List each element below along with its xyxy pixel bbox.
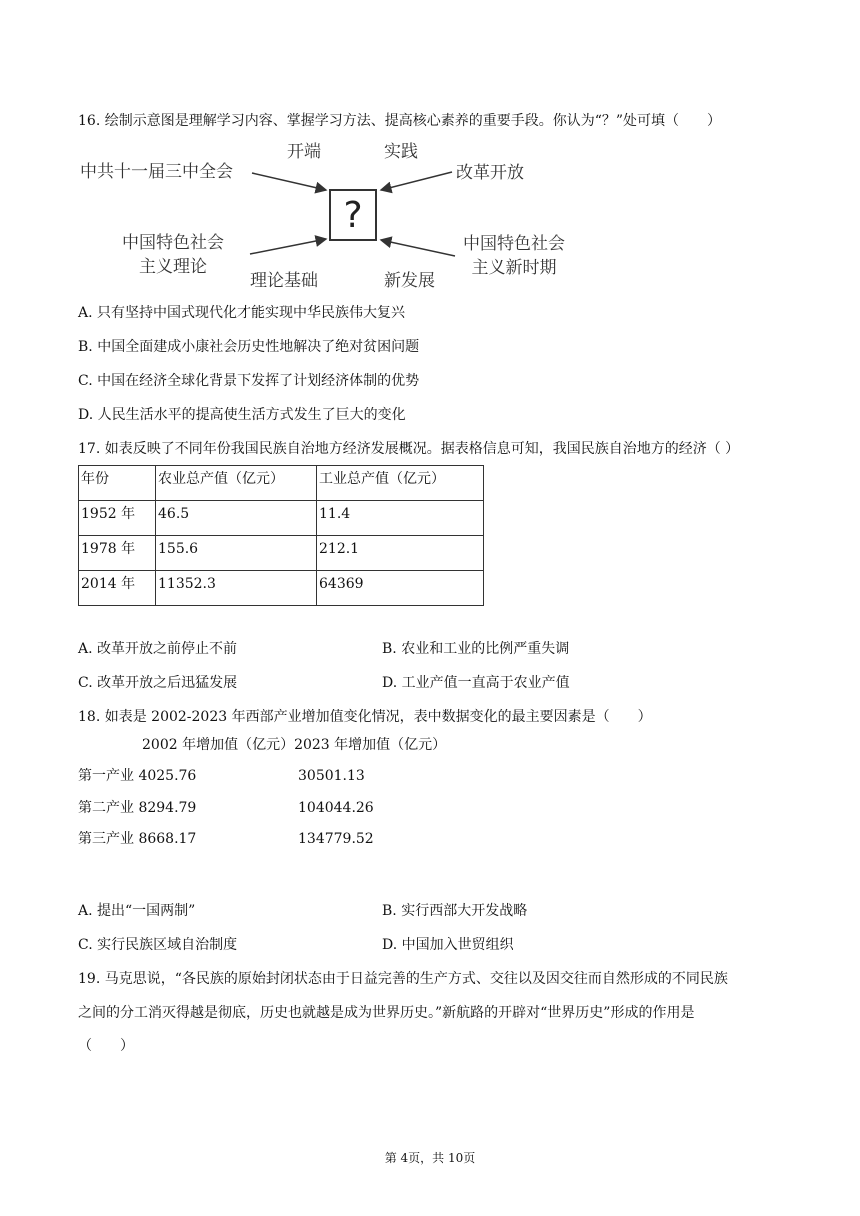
q18-option-b[interactable]: B. 实行西部大开发战略 <box>382 903 528 919</box>
question-box: ? <box>329 189 377 241</box>
q18-row-value: 134779.52 <box>298 831 374 847</box>
label-socialism-theory-line2: 主义理论 <box>139 257 207 277</box>
label-third-plenum: 中共十一届三中全会 <box>80 162 233 182</box>
q17-option-d[interactable]: D. 工业产值一直高于农业产值 <box>382 675 570 691</box>
q18-stem: 18. 如表是 2002-2023 年西部产业增加值变化情况，表中数据变化的最主要因素是（ ） <box>78 709 652 725</box>
header-industry: 工业总产值（亿元） <box>317 466 484 501</box>
q18-row-label: 第二产业 8294.79 <box>78 800 197 816</box>
arrow-bottom-right <box>381 240 455 256</box>
table-row <box>79 536 484 571</box>
q17-option-b[interactable]: B. 农业和工业的比例严重失调 <box>382 641 570 657</box>
q17-stem: 17. 如表反映了不同年份我国民族自治地方经济发展概况。据表格信息可知，我国民族自治地方的经济（ ） <box>78 441 740 457</box>
q16-stem: 16. 绘制示意图是理解学习内容、掌握学习方法、提高核心素养的重要手段。你认为“？”处可填（ ） <box>78 113 722 129</box>
cell-industry: 11.4 <box>317 501 484 536</box>
label-kaiduan: 开端 <box>287 142 321 162</box>
q17-option-a[interactable]: A. 改革开放之前停止不前 <box>78 641 238 657</box>
label-theory-basis: 理论基础 <box>250 271 318 291</box>
q19-line3: （ ） <box>78 1038 134 1054</box>
q16-option-a[interactable]: A. 只有坚持中国式现代化才能实现中华民族伟大复兴 <box>78 305 406 321</box>
q18-option-c[interactable]: C. 实行民族区域自治制度 <box>78 937 238 953</box>
q17-option-c[interactable]: C. 改革开放之后迅猛发展 <box>78 675 238 691</box>
cell-industry: 64369 <box>317 571 484 606</box>
q18-row-value: 30501.13 <box>298 768 365 784</box>
q18-option-a[interactable]: A. 提出“一国两制” <box>78 903 196 919</box>
label-new-era-line2: 主义新时期 <box>471 258 557 278</box>
q19-line2: 之间的分工消灭得越是彻底，历史也就越是成为世界历史。”新航路的开辟对“世界历史”形成的作用是 <box>78 1005 695 1021</box>
arrow-bottom-left <box>250 239 326 254</box>
q16-option-b[interactable]: B. 中国全面建成小康社会历史性地解决了绝对贫困问题 <box>78 339 420 355</box>
cell-industry: 212.1 <box>317 536 484 571</box>
header-agri: 农业总产值（亿元） <box>156 466 317 501</box>
q16-option-c[interactable]: C. 中国在经济全球化背景下发挥了计划经济体制的优势 <box>78 373 420 389</box>
q19-line1: 19. 马克思说，“各民族的原始封闭状态由于日益完善的生产方式、交往以及因交往而自然形成的不同民族 <box>78 971 728 987</box>
label-socialism-theory-line1: 中国特色社会 <box>122 233 224 253</box>
label-shijian: 实践 <box>384 142 418 162</box>
q18-row-value: 104044.26 <box>298 800 374 816</box>
cell-agri: 11352.3 <box>156 571 317 606</box>
label-new-era-line1: 中国特色社会 <box>463 234 565 254</box>
arrow-top-right <box>381 172 452 190</box>
page-footer: 第 4页，共 10页 <box>384 1151 476 1165</box>
q18-option-d[interactable]: D. 中国加入世贸组织 <box>382 937 514 953</box>
label-socialism-theory <box>116 233 230 277</box>
q18-row-label: 第一产业 4025.76 <box>78 768 197 784</box>
q18-row-label: 第三产业 8668.17 <box>78 831 197 847</box>
cell-year: 1978 年 <box>79 536 156 571</box>
q16-option-d[interactable]: D. 人民生活水平的提高使生活方式发生了巨大的变化 <box>78 407 406 423</box>
label-reform-opening: 改革开放 <box>456 163 524 183</box>
cell-agri: 155.6 <box>156 536 317 571</box>
label-new-era <box>457 234 571 278</box>
cell-year: 1952 年 <box>79 501 156 536</box>
table-row <box>79 501 484 536</box>
table-header-row <box>79 466 484 501</box>
arrow-top-left <box>252 173 326 190</box>
table-row <box>79 571 484 606</box>
label-new-development: 新发展 <box>384 271 435 291</box>
cell-year: 2014 年 <box>79 571 156 606</box>
header-year: 年份 <box>79 466 156 501</box>
cell-agri: 46.5 <box>156 501 317 536</box>
q17-table <box>78 465 484 606</box>
q18-table-header: 2002 年增加值（亿元）2023 年增加值（亿元） <box>142 737 447 753</box>
